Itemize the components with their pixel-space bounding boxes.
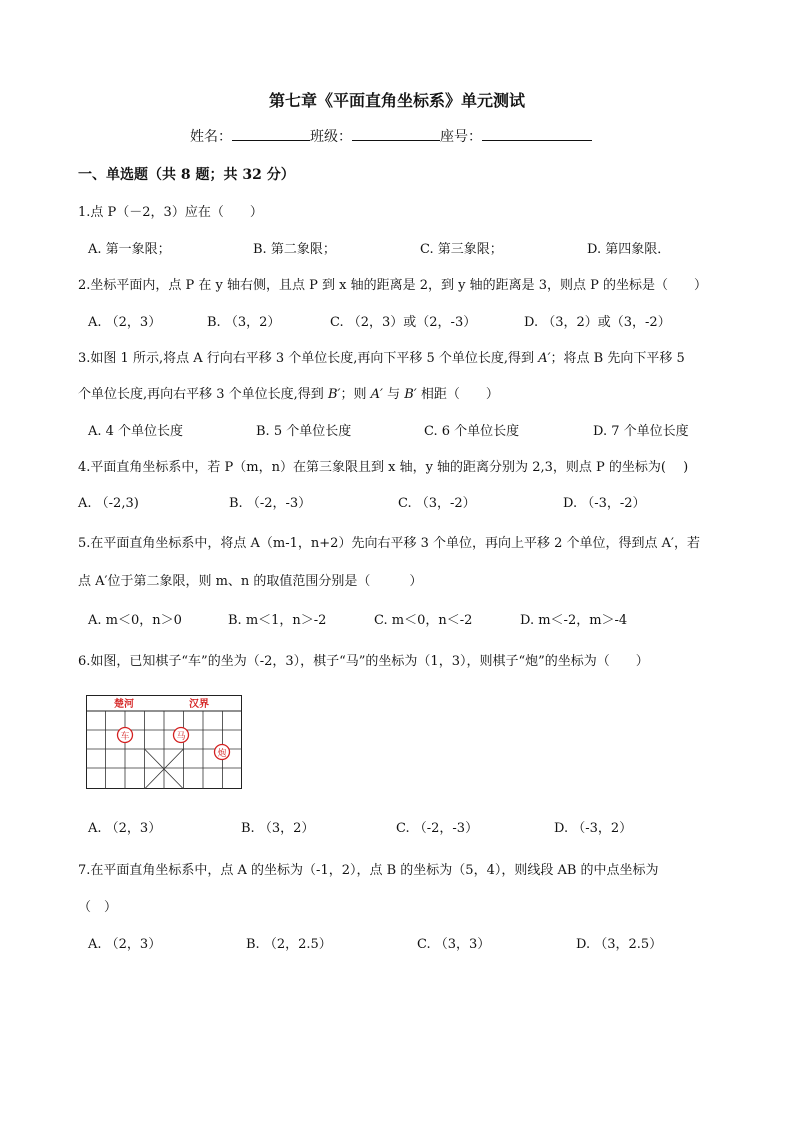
piece-ma-label: 马 <box>176 732 186 742</box>
a-prime-symbol: A′ <box>370 387 383 402</box>
q7-option-d[interactable]: D. （3，2.5） <box>576 937 663 952</box>
question-2-stem: 2.坐标平面内，点 P 在 y 轴右侧，且点 P 到 x 轴的距离是 2，到 y 轴的距离是 3，则点 P 的坐标是（ ） <box>78 278 708 293</box>
q6-option-b[interactable]: B. （3，2） <box>241 821 315 836</box>
seat-blank[interactable] <box>482 126 592 141</box>
piece-pao-label: 炮 <box>217 749 227 759</box>
b-prime-symbol: B′ <box>327 387 341 402</box>
piece-che-label: 车 <box>120 732 130 742</box>
q5-option-a[interactable]: A. m＜0，n＞0 <box>88 613 182 628</box>
q3-option-b[interactable]: B. 5 个单位长度 <box>256 424 352 439</box>
q3-text: ；将点 B 先向下平移 5 <box>550 351 685 366</box>
board-label-hanjie: 汉界 <box>189 699 209 710</box>
q1-option-c[interactable]: C. 第三象限； <box>420 242 503 257</box>
q5-option-d[interactable]: D. m＜-2，m＞-4 <box>520 613 628 628</box>
q2-option-a[interactable]: A. （2，3） <box>88 315 162 330</box>
class-label: 班级： <box>310 129 352 145</box>
board-label-chuhe: 楚河 <box>114 699 134 710</box>
question-3-stem-line2 <box>78 383 499 402</box>
class-blank[interactable] <box>352 126 440 141</box>
q5-option-b[interactable]: B. m＜1，n＞-2 <box>228 613 327 628</box>
b-prime-symbol: B′ <box>404 387 417 402</box>
q7-option-a[interactable]: A. （2，3） <box>88 937 162 952</box>
question-6-stem: 6.如图，已知棋子“车”的坐为（-2，3），棋子“马”的坐标为（1，3），则棋子“炮”的坐标为（ ） <box>78 654 649 669</box>
q6-option-c[interactable]: C. （-2，-3） <box>396 821 479 836</box>
page-title: 第七章《平面直角坐标系》单元测试 <box>268 91 525 110</box>
section-title: 一、单选题（共 8 题；共 32 分） <box>78 167 295 183</box>
q2-option-c[interactable]: C. （2，3）或（2，-3） <box>330 315 477 330</box>
piece-pao <box>215 745 230 760</box>
student-info-row <box>190 126 592 146</box>
question-3-stem-line1 <box>78 347 685 366</box>
q3-text: 相距（ ） <box>416 387 499 402</box>
q2-option-d[interactable]: D. （3，2）或（3，-2） <box>524 315 671 330</box>
question-7-stem-line1: 7.在平面直角坐标系中，点 A 的坐标为（-1，2），点 B 的坐标为（5，4），则线段 AB 的中点坐标为 <box>78 863 659 878</box>
question-5-stem-line2: 点 A′位于第二象限，则 m、n 的取值范围分别是（ ） <box>78 574 423 589</box>
chess-board-figure <box>86 695 242 789</box>
q7-option-c[interactable]: C. （3，3） <box>417 937 491 952</box>
q4-option-b[interactable]: B. （-2，-3） <box>229 496 312 511</box>
q3-option-a[interactable]: A. 4 个单位长度 <box>88 424 184 439</box>
question-1-stem: 1.点 P（－2，3）应在（ ） <box>78 205 263 220</box>
piece-ma <box>174 728 189 743</box>
piece-che <box>118 728 133 743</box>
question-7-stem-line2: （ ） <box>78 900 118 915</box>
q1-option-b[interactable]: B. 第二象限； <box>253 242 336 257</box>
q3-text: 3.如图 1 所示,将点 A 行向右平移 3 个单位长度,再向下平移 5 个单位长度,得到 <box>78 351 539 366</box>
q3-text: 与 <box>382 387 405 402</box>
q7-option-b[interactable]: B. （2，2.5） <box>246 937 332 952</box>
q3-text: ；则 <box>340 387 371 402</box>
q6-option-a[interactable]: A. （2，3） <box>88 821 162 836</box>
q5-option-c[interactable]: C. m＜0，n＜-2 <box>374 613 473 628</box>
question-4-stem: 4.平面直角坐标系中，若 P（m，n）在第三象限且到 x 轴，y 轴的距离分别为 2,3，则点 P 的坐标为( ) <box>78 460 689 475</box>
q1-option-a[interactable]: A. 第一象限； <box>88 242 171 257</box>
q4-option-a[interactable]: A. （-2,3) <box>78 496 139 511</box>
q4-option-c[interactable]: C. （3，-2） <box>398 496 476 511</box>
a-prime-symbol: A′ <box>538 351 551 366</box>
q3-option-d[interactable]: D. 7 个单位长度 <box>593 424 689 439</box>
q3-option-c[interactable]: C. 6 个单位长度 <box>424 424 520 439</box>
q6-option-d[interactable]: D. （-3，2） <box>554 821 633 836</box>
name-label: 姓名： <box>190 129 232 145</box>
name-blank[interactable] <box>232 126 310 141</box>
q4-option-d[interactable]: D. （-3，-2） <box>563 496 646 511</box>
q2-option-b[interactable]: B. （3，2） <box>207 315 281 330</box>
question-5-stem-line1: 5.在平面直角坐标系中，将点 A（m-1，n+2）先向右平移 3 个单位，再向上平移 2 个单位，得到点 A′，若 <box>78 536 700 551</box>
q3-text: 个单位长度,再向右平移 3 个单位长度,得到 <box>78 387 328 402</box>
q1-option-d[interactable]: D. 第四象限． <box>587 242 671 257</box>
seat-label: 座号： <box>440 129 482 145</box>
